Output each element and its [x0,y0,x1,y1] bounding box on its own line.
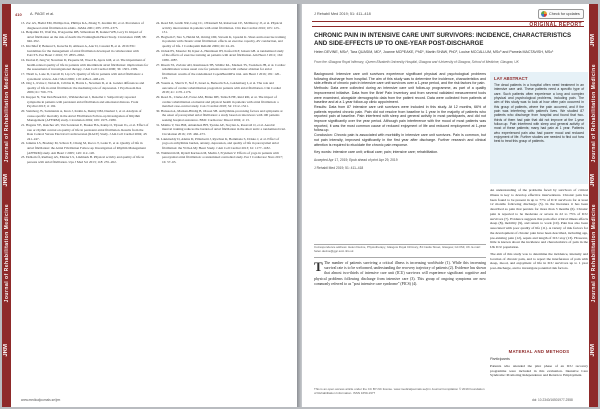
lay-abstract-box [490,72,588,184]
left-spine-title: Journal of Rehabilitation Medicine [4,64,10,163]
left-jrm-badge-bottom: JRM [3,344,9,357]
reference-item: 14. Benjamin EJ, Wolf PA, D'Agostino RB, Silbershatz H, Kannel WB, Levy D. Impact of atrial fibrillation on the risk of death: the Framingham Heart Study. Circulation 1998; 98: 946–952. [21,30,147,44]
left-running-head: A. PAGE et al. [30,12,55,16]
left-jrm-badge-mid: JRM [3,174,9,187]
left-page-number: 410 [15,12,22,17]
reference-item: 31. Malmo V, Nes BM, Amundsen BH, Tjonna AE, Stoylen A, Rossvoll O, et al. Aerobic interval training reduces the burden of atrial fibrillation in the short term: a randomized trial. Circulation 2016; 133: 466–473. [156,122,286,136]
left-jrm-badge-top: JRM [3,34,9,47]
check-for-updates-label: Check for updates [549,12,580,16]
article-title: CHRONIC PAIN IN INTENSIVE CARE UNIT SURVIVORS: INCIDENCE, CHARACTERISTICS AND SIDE-EFFECTS UP TO ONE-YEAR POST-DISCHARGE [314,32,572,47]
right-spine [589,4,598,407]
abstract-background: Background: Intensive care unit survivors experience significant physical and psychological problems following discharge from hospital. The aim of this study was to determine the incidence, characteristics and side-effects of chronic pain in intensive care unit survivors over a 1-year period, and the risk factors for pain. [314,72,486,86]
left-spine-title-2: Journal of Rehabilitation Medicine [4,204,10,303]
reference-item: 13. Zac AS, Hadid EM, Phillips KA, Phillips KA, Zhang Y, Jeremin DJ, et al. Prevalence of diagnosed atrial fibrillation in adults. JAMA 2001; 285: 2370–2375. [21,21,144,30]
intro-column-1 [314,261,486,287]
references-col-1 [21,21,149,165]
intro-column-2 [490,188,588,271]
methods-heading: MATERIAL AND METHODS [508,349,570,354]
abstract-methods: Methods: Data were collected during an intensive care unit follow-up programme, as part of a quality improvement initiative. Data from the Brief Pain Inventory and from several validated measurement tools were examined, alongside demographic data from the patient record. Data were collected from patients at baseline and at a 1-year follow-up clinic appointment. [314,86,486,105]
reference-item: 22. Jenkins LS, Brodsky M, Schron E, Chung M, Rocco T, Lader E, et al. Quality of life in atrial fibrillation: the Atrial Fibrillation Follow-up Investigation of Rhythm Management (AFFIRM) study. Am Heart J 2005; 149: 112–120. [21,141,146,155]
article-authors: Helen DEVINE, MSc¹, Tara QUASIM, MD¹, Joanne MCPEAKE, PhD¹, Martin SHAW, PhD², Louise MCCALLUM, MSc³ and Pamela MACTAVISH, MSc¹ [314,50,554,54]
reference-item: 33. Wahlström M, Rydell Karlsson M, Medin J, Frykman V. Effects of yoga in patients with paroxysmal atrial fibrillation: a randomized controlled study. Eur J Cardiovasc Nurs 2017; 16: 57–63. [156,150,283,164]
reference-item: 25. Hegbom F, Sire S, Heldal M, Orning OM, Stavem K, Gjesdal K. Short-term exercise training in patients with chronic atrial fibrillation: effects on exercise capacity, AV conduction, and quality of life. J Cardiopulm Rehabil 2006; 26: 24–29. [156,34,286,48]
reference-item: 17. Thrall G, Lane D, Carroll D, Lip GY. Quality of life in patients with atrial fibrillation: a systematic review. Am J Med 2006; 119: 448.e1–448.e19. [21,72,144,81]
right-jrm-badge-mid: JRM [590,174,596,187]
lay-abstract-text: The dead patients in a hospital often need treatment in an intensive care unit. These patients need a specific type of care. Such patients often experience a long and complex physical and psychological problems, including pain. The aim of this study was to look at how often pain occurred in this group of patients, where the pain occurred, and if the pain was interfering with patient's lives. We studied 87 patients who discharge from hospital and found that two-thirds of them had pain that did not improve at the 1-year follow-up. Pain interfered with sleep and general activity of most of these patients; many had pain at 1 year. Patients who experienced pain also had poorer mood and reduced enjoyment of life. Further studies are needed to find out how best to treat this group of patients. [494,83,584,144]
abstract-keywords: Key words: intensive care unit; critical care; pain; intensive care; rehabilitation. [314,150,439,155]
license-notice: This is an open access article under the CC BY-NC license. www.medicaljournals.se/jrm Journal Compilation © 2019 Foundation of Rehabilitation Information. ISSN 1650-1977 [314,387,485,395]
reference-item: 28. Younis A, Shaviv E, Nof E, Israel A, Berkovitch A, Goldenberg I, et al. The role and outcome of cardiac rehabilitation program in patients with atrial fibrillation. Clin Cardiol 2018; 41: 1170–1176. [156,81,282,95]
lay-abstract-title: LAY ABSTRACT [494,76,528,81]
left-page [2,4,297,407]
intro-text-2: An understanding of the problems faced by survivors of critical illness is key to develop effective interventions. Chronic pain has been found to be present in up to 77% of ICU survivors for at least 12 months following discharge (5). In the literature it has been described as pain that persists for more than 3 months (6). Chronic pain is reported to be moderate or severe in 22 to 75% of ICU survivors (7). Evidence suggests that pain after critical illness affects sleep (8), mobility (9), and return to work (10). Pain has also been associated with poor quality of life (11). A variety of risk factors for the development of chronic pain have been described, including age, pre-existing pain (12), sepsis and length of ICU stay (13). However, little is known about the incidence and characteristics of pain in the UK ICU population. [490,188,588,249]
right-jrm-badge-bottom: JRM [590,344,596,357]
correspondence: Correspondence address: Helen Devine, Physiotherapy, Glasgow Royal Infirmary, 84 Castle Street, Glasgow, G4 0SF, UK. E-mail: helen.devine@ggc.scot.nhs.uk [314,245,481,253]
reference-item: 23. Ekblom Ö, Rudberg AS, Elinder LS, Lindmark B. Physical activity and quality of life in persons with atrial fibrillation. Ups J Med Sci 2013; 118: 255–262. [21,155,145,164]
reference-item: 19. Kupper N, Van Den Broek KC, Widdershoven J, Denollet J. Subjectively reported symptoms in patients with persistent atrial fibrillation and emotional distress. Front Psychol 2013; 4: 192. [21,95,139,109]
reference-item: 30. Hansson A, Madsen-Härdig B, Olsson SB. Arrhythmia-provoking factors and symptoms at the onset of paroxysmal atrial fibrillation: a study based on interviews with 100 patients seeking hospital assistance. BMC Cardiovasc Disord 2004; 4: 13. [156,108,283,122]
right-spine-title: Journal of Rehabilitation Medicine [591,64,597,163]
abstract [314,72,486,170]
article-affiliations: From the ¹Glasgow Royal Infirmary, ²Queen Elizabeth University Hospital, Glasgow and ³University of Glasgow, School of Medicine, Glasgow, UK [314,60,519,64]
participants-text: Patients who attended the pilot phase of an ICU recovery programme were included in this evaluation. Intensive Care Syndrome: Promoting Independence and Return to Employment. [490,364,588,378]
doi: doi: 10.2340/16501977-2558 [532,398,573,402]
intro-divider [314,257,486,258]
left-spine [2,4,11,407]
section-label: ORIGINAL REPORT [529,22,582,28]
reference-item: 18. Ong L, Irvine J, Nolan R, Cribbie R, Harris L, Newman D, et al. Gender differences and quality of life in atrial fibrillation: the mediating role of depression. J Psychosom Res 2006; 61: 769–774. [21,81,145,95]
reference-item: 24. Reed MJ, Grubb NR, Lang CC, O'Donnell M, Robertson CE, McMurray JJ, et al. Physical activity intervention in patients with atrial fibrillation. Clin Res Cardiol 2016; 105: 123–131. [156,21,283,35]
references-col-2 [156,21,286,164]
reference-item: 32. Lakkireddy D, Atkins D, Pillarisetti J, Ryschon K, Bommana S, Drisko J, et al. Effect of yoga on arrhythmia burden, anxiety, depression, and quality of life in paroxysmal atrial fibrillation: the YOGA My Heart Study. J Am Coll Cardiol 2013; 61: 1177–1182. [156,136,280,150]
reference-item: 16. Dorian P, Jung W, Newman D, Paquette M, Wood K, Ayers GM, et al. The impairment of health-related quality of life in patients with intermittent atrial fibrillation: implications for the assessment of investigational therapy. J Am Coll Cardiol 2000; 36: 1303–1309. [21,58,149,72]
right-jrm-badge-top: JRM [590,34,596,47]
participants-heading: Participants [490,357,510,361]
reference-item: 15. Kirchhof P, Benussi S, Kotecha D, Ahlsson A, Atar D, Casadei B, et al. 2016 ESC Guidelines for the management of atrial fibrillation developed in collaboration with EACTS. Eur Heart J 2016; 37: 2893–2962. [21,44,139,58]
reference-item: 27. Risom SS, Zwisler AD, Rasmussen TB, Sibilitz KL, Madsen TS, Svendsen JH, et al. Cardiac rehabilitation versus usual care for patients treated with catheter ablation for atrial fibrillation: results of the randomized CopenHeartRFA trial. Am Heart J 2016; 181: 120–129. [156,62,286,81]
crossmark-icon [541,11,547,17]
right-running-head: J Rehabil Med 2019; 51: 411–418 [314,12,371,16]
right-spine-title-2: Journal of Rehabilitation Medicine [591,204,597,303]
reference-item: 21. Hagens VE, Ranchor AV, Van Sonderen E, Bosker HA, Kamp O, Tijssen JG, et al. Effect of rate or rhythm control on quality of life in persistent atrial fibrillation. Results from the Rate Control Versus Electrical Cardioversion (RACE) Study. J Am Coll Cardiol 2004; 43: 241–247. [21,123,149,141]
left-footer: www.medicaljournals.se/jrm [21,398,61,402]
reference-item: 29. Reed JL, Clarke AE, Faraz AM, Birnie DH, Tulloch HE, Reid RD, et al. The impact of cardiac rehabilitation on mental and physical health in patients with atrial fibrillation: a matched case-control study. Can J Cardiol 2018; 34: 1512–1521. [156,95,279,109]
reference-item: 26. Osbak PS, Mourier M, Kjaer A, Henriksen JH, Kofoed KF, Jensen GB. A randomized study of the effects of exercise training on patients with atrial fibrillation. Am Heart J 2011; 162: 1080–1087. [156,48,284,62]
intro-text-3: The aim of this study was to determine the incidence, intensity and location of chronic pain, and to report the interference of pain with sleep, mood, and enjoyment of life in ICU survivors up to 1 year post-discharge, and to investigate potential risk factors. [490,251,588,270]
check-for-updates-button[interactable] [538,9,584,19]
dropcap: T [314,259,323,274]
abstract-accepted: Accepted Apr 17, 2019; Epub ahead of print Apr 29, 2019 [314,157,398,162]
abstract-citation: J Rehabil Med 2019; 51: 411–418 [314,165,364,170]
right-page [302,4,598,407]
abstract-results: Results: Data from 87 intensive care unit survivors were included in this study. At 12 months, 66% of patients reported chronic pain. Pain did not resolve from baseline to 1 year in the majority of patients who reported pain at baseline. Pain interfered with sleep and general activity in most participants, and did not improve significantly over the year period. Although pain interference with the mood of most patients was reported, it was the most common cause of reduced enjoyment of life and reduced employment at 1-year follow-up. [314,104,486,133]
abstract-conclusion: Conclusion: Chronic pain is associated with morbidity in intensive care unit survivors. Pain is common, but not pain intensity, improved significantly in the first year after discharge. Further research and clinical attention is required to elucidate the chronic pain response. [314,133,486,147]
intro-text-1: The number of patients surviving a critical illness is increasing worldwide (1). While this increasing survival rate is to be welcomed, understanding the recovery trajectory of patients (2). Evidence has shown that almost two-thirds of intensive care unit (ICU) survivors will experience significant cognitive and physical problems following discharge from intensive care (3). This group of ongoing symptoms are now commonly referred to as "post intensive care syndrome" (PICS) (4). [314,261,486,286]
reference-item: 20. Steinberg JS, Sadaniantz A, Kron J, Krahn A, Denny DM, Daubert J, et al. Analysis of cause-specific mortality in the Atrial Fibrillation Follow-up Investigation of Rhythm Management (AFFIRM) study. Circulation 2004; 109: 1973–1980. [21,109,142,123]
